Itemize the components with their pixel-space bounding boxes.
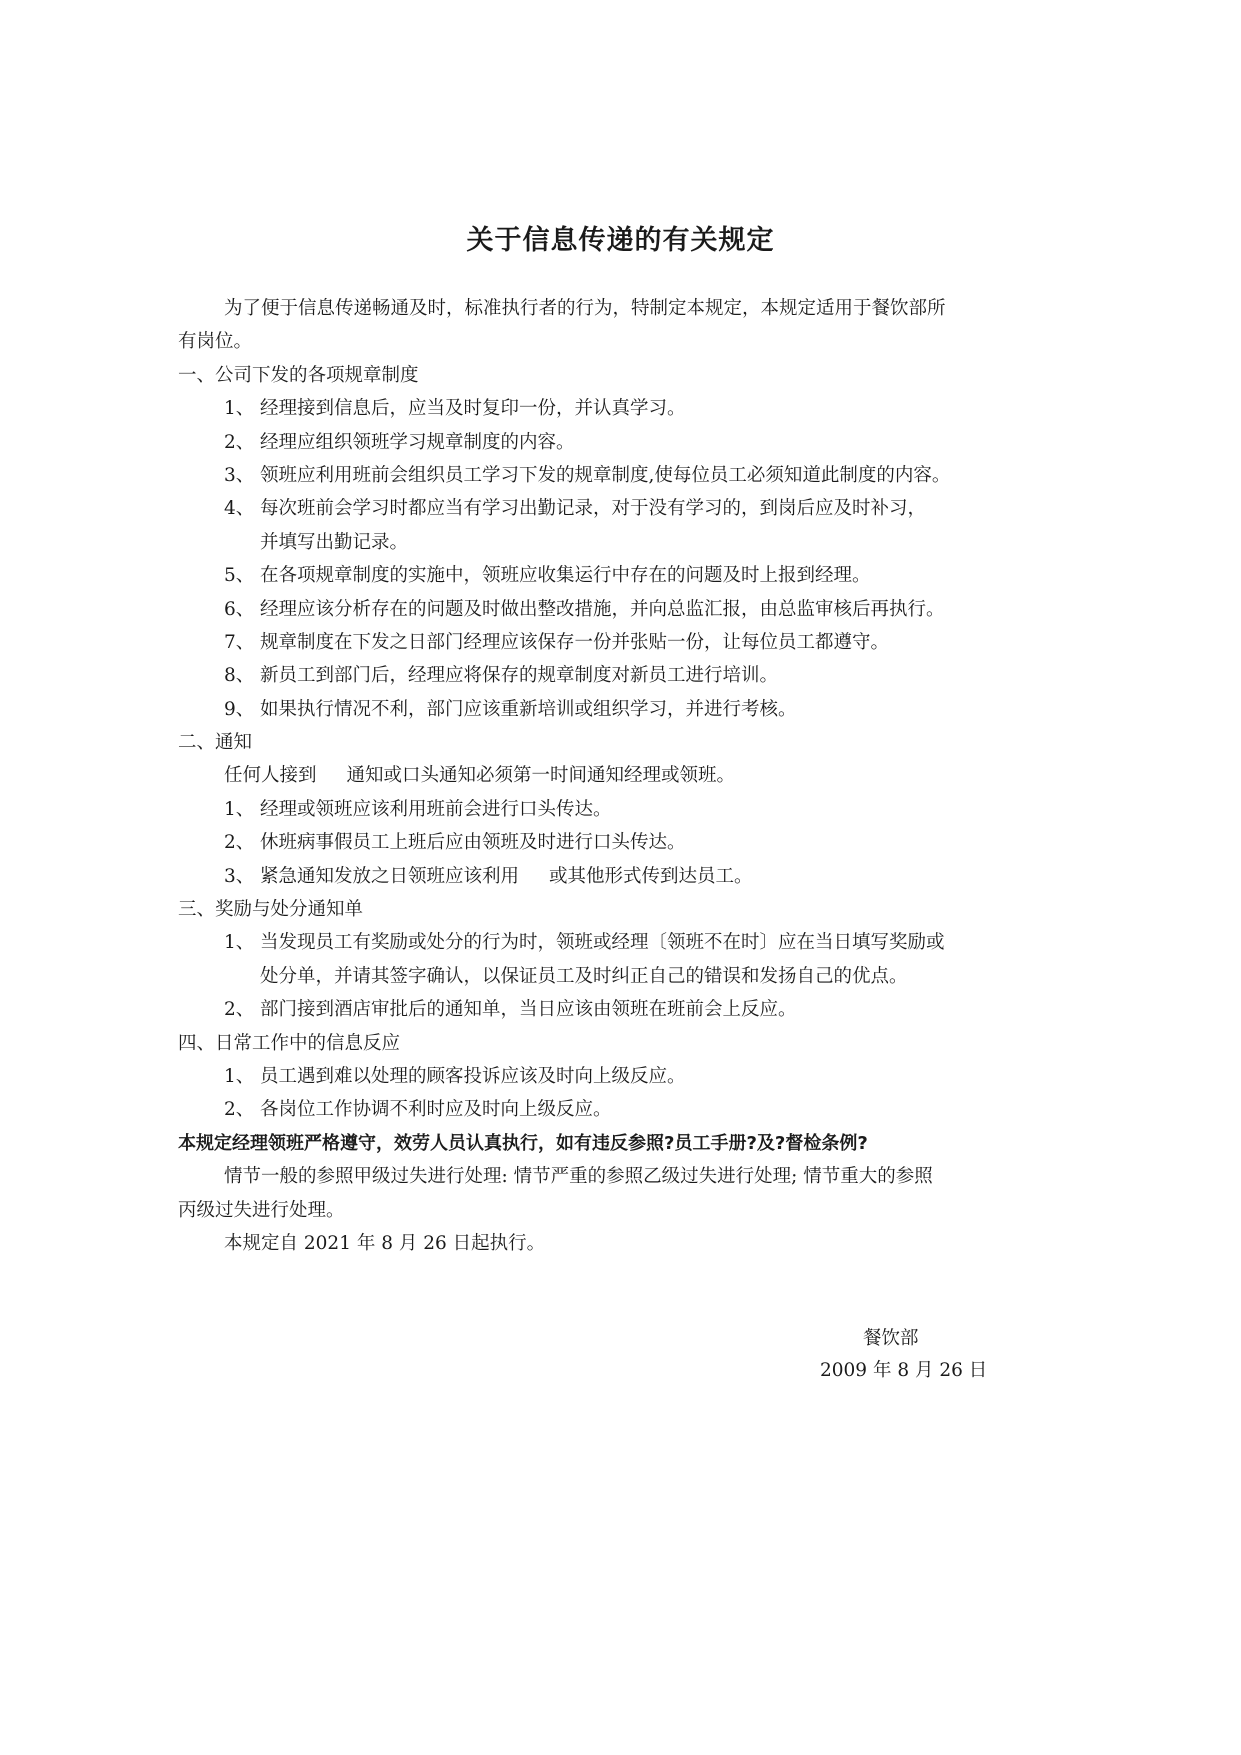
item-number: 2、: [224, 1099, 255, 1121]
item-text: 经理应该分析存在的问题及时做出整改措施，并向总监汇报，由总监审核后再执行。: [260, 598, 945, 620]
list-item: [178, 392, 1076, 425]
closing-statement: 本规定经理领班严格遵守，效劳人员认真执行，如有违反参照?员工手册?及?督检条例?: [178, 1132, 868, 1154]
item-number: 2、: [224, 832, 255, 854]
item-text: 如果执行情况不利，部门应该重新培训或组织学习，并进行考核。: [260, 698, 797, 720]
item-text: 当发现员工有奖励或处分的行为时，领班或经理〔领班不在时〕应在当日填写奖励或: [260, 932, 945, 954]
list-item: [178, 626, 1076, 659]
item-number: 7、: [224, 631, 255, 653]
section-1-heading: 一、公司下发的各项规章制度: [178, 364, 419, 386]
list-item: [178, 793, 1076, 826]
effective-date-line: 本规定自 2021 年 8 月 26 日起执行。: [224, 1232, 546, 1254]
item-number: 3、: [224, 464, 255, 486]
item-text: 领班应利用班前会组织员工学习下发的规章制度,使每位员工必须知道此制度的内容。: [260, 464, 951, 486]
item-text: 经理接到信息后，应当及时复印一份，并认真学习。: [260, 398, 686, 420]
signature-date: 2009 年 8 月 26 日: [820, 1360, 988, 1381]
item-number: 4、: [224, 498, 255, 520]
list-item: [178, 993, 1076, 1026]
item-text: 经理应组织领班学习规章制度的内容。: [260, 431, 575, 453]
item-continuation: 并填写出勤记录。: [260, 531, 409, 553]
item-number: 8、: [224, 665, 255, 687]
item-text: 休班病事假员工上班后应由领班及时进行口头传达。: [260, 832, 686, 854]
list-item: [178, 459, 1076, 492]
section-2-intro: [178, 759, 1076, 792]
item-text: 部门接到酒店审批后的通知单，当日应该由领班在班前会上反应。: [260, 999, 797, 1021]
item-number: 2、: [224, 431, 255, 453]
list-item: [178, 426, 1076, 459]
section-4-heading: 四、日常工作中的信息反应: [178, 1032, 401, 1054]
item-text: 各岗位工作协调不利时应及时向上级反应。: [260, 1099, 612, 1121]
intro-line-2: 有岗位。: [178, 331, 253, 353]
list-item: [178, 1060, 1076, 1093]
item-number: 1、: [224, 398, 255, 420]
signature-department: 餐饮部: [863, 1328, 919, 1349]
item-number: 5、: [224, 565, 255, 587]
list-item: [178, 492, 1076, 525]
list-item: [178, 559, 1076, 592]
item-number: 2、: [224, 999, 255, 1021]
list-item: [178, 826, 1076, 859]
penalty-line-2: 丙级过失进行处理。: [178, 1199, 345, 1221]
document-title: 关于信息传递的有关规定: [466, 225, 775, 256]
list-item: [178, 693, 1076, 726]
item-text-a: 紧急通知发放之日领班应该利用: [260, 865, 520, 887]
section-2-intro-b: 通知或口头通知必须第一时间通知经理或领班。: [346, 765, 736, 787]
item-continuation: 处分单，并请其签字确认，以保证员工及时纠正自己的错误和发扬自己的优点。: [260, 965, 908, 987]
item-text: 员工遇到难以处理的顾客投诉应该及时向上级反应。: [260, 1065, 686, 1087]
item-number: 1、: [224, 798, 255, 820]
list-item: [178, 1093, 1076, 1126]
list-item: [178, 860, 1076, 893]
item-text: 经理或领班应该利用班前会进行口头传达。: [260, 798, 612, 820]
item-number: 6、: [224, 598, 255, 620]
item-number: 9、: [224, 698, 255, 720]
item-text-b: 或其他形式传到达员工。: [549, 865, 753, 887]
item-text: 规章制度在下发之日部门经理应该保存一份并张贴一份，让每位员工都遵守。: [260, 631, 890, 653]
intro-line-1: 为了便于信息传递畅通及时，标准执行者的行为，特制定本规定，本规定适用于餐饮部所: [224, 298, 946, 319]
document-body: [178, 292, 1076, 1260]
list-item: [178, 659, 1076, 692]
item-number: 3、: [224, 865, 255, 887]
item-number: 1、: [224, 932, 255, 954]
list-item: [178, 926, 1076, 959]
list-item: [178, 593, 1076, 626]
section-2-heading: 二、通知: [178, 732, 253, 754]
item-text: 在各项规章制度的实施中，领班应收集运行中存在的问题及时上报到经理。: [260, 565, 871, 587]
penalty-line-1: 情节一般的参照甲级过失进行处理: 情节严重的参照乙级过失进行处理; 情节重大的参照: [224, 1166, 933, 1188]
section-2-intro-a: 任何人接到: [224, 765, 317, 787]
section-3-heading: 三、奖励与处分通知单: [178, 899, 364, 921]
item-text: 每次班前会学习时都应当有学习出勤记录，对于没有学习的，到岗后应及时补习，: [260, 498, 927, 520]
item-text: 新员工到部门后，经理应将保存的规章制度对新员工进行培训。: [260, 665, 779, 687]
item-number: 1、: [224, 1065, 255, 1087]
